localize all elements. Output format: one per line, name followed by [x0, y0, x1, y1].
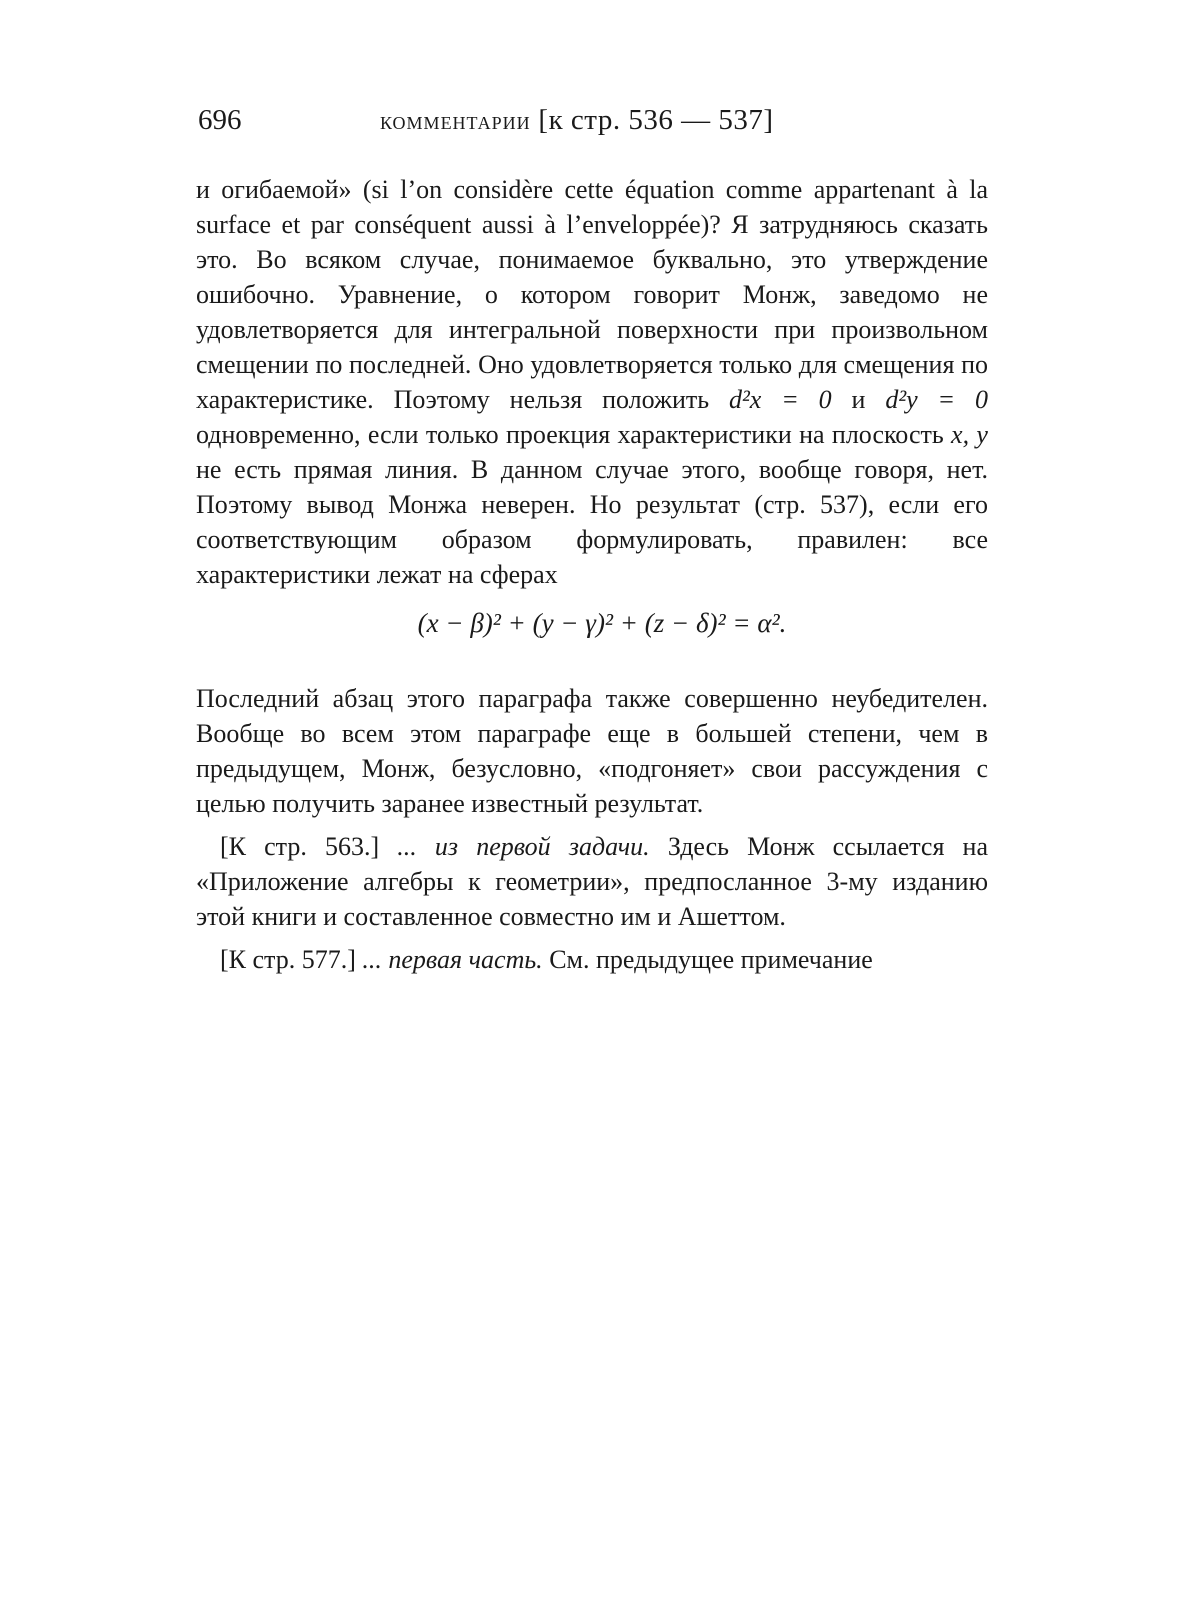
page-body — [196, 172, 988, 977]
paragraph-2: Последний абзац этого параграфа также совершенно неубедителен. Вообще во всем этом параграфе еще в большей степени, чем в предыдущем, Монж, безусловно, «подгоняет» свои рассуждения с целью получить заранее известный результат. — [196, 681, 988, 821]
paragraph-1-text-b: одновременно, если только проекция характеристики на плоскость — [196, 420, 951, 449]
paragraph-1 — [196, 172, 988, 592]
paragraph-3-text: Здесь Монж ссылается на «Приложение алгебры к геометрии», предпосланное 3-му изданию этой книги и составленное совместно им и Ашеттом. — [196, 832, 988, 931]
paragraph-3-quote: ... из первой задачи. — [379, 832, 650, 861]
book-page — [0, 0, 1200, 1600]
math-xy: x, y — [951, 420, 988, 449]
paragraph-4-reference: [К стр. 577.] — [220, 945, 356, 974]
running-head-reference: [к стр. 536 — 537] — [538, 104, 773, 136]
paragraph-1-and: и — [832, 385, 886, 414]
page-number: 696 — [198, 100, 242, 140]
paragraph-3 — [196, 829, 988, 934]
sphere-formula: (x − β)² + (y − γ)² + (z − δ)² = α². — [196, 606, 988, 641]
paragraph-1-text-c: не есть прямая линия. В данном случае этого, вообще говоря, нет. Поэтому вывод Монжа неверен. Но результат (стр. 537), если его соответствующим образом формулировать, правилен: все характеристики лежат на сферах — [196, 455, 988, 589]
math-d2x: d²x = 0 — [729, 385, 832, 414]
paragraph-1-text-a: и огибаемой» (si l’on considère cette équation comme appartenant à la surface et par conséquent aussi à l’enveloppée)? Я затрудняюсь сказать это. Во всяком случае, понимаемое буквально, это утверждение ошибочно. Уравнение, о котором говорит Монж, заведомо не удовлетворяется для интегральной поверхности при произвольном смещении по последней. Оно удовлетворяется только для смещения по характеристике. Поэтому нельзя положить — [196, 175, 988, 414]
paragraph-3-reference: [К стр. 563.] — [220, 832, 379, 861]
running-head-title: комментарии — [380, 106, 531, 135]
math-d2y: d²y = 0 — [885, 385, 988, 414]
paragraph-4-text: См. предыдущее примечание — [543, 945, 873, 974]
paragraph-4 — [196, 942, 988, 977]
page-header — [198, 100, 858, 140]
running-head — [380, 100, 773, 141]
paragraph-4-quote: ... первая часть. — [356, 945, 543, 974]
